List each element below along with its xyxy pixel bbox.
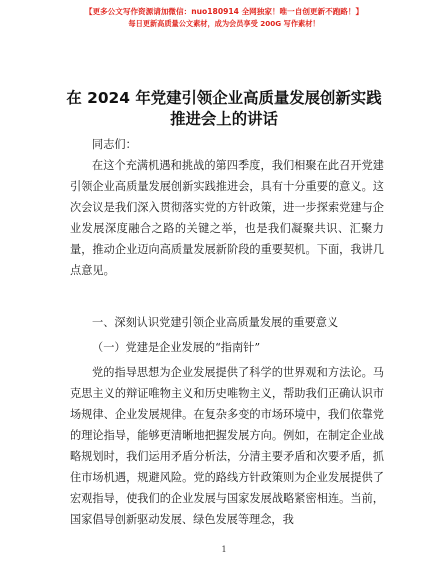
paragraph-body: 党的指导思想为企业发展提供了科学的世界观和方法论。马克思主义的辩证唯物主义和历史唯物主义，帮助我们正确认识市场规律、企业发展规律。在复杂多变的市场环境中，我们依靠党的理论指导，能够更清晰地把握发展方向。例如，在制定企业战略规划时，我们运用矛盾分析法，分清主要矛盾和次要矛盾，抓住市场机遇，规避风险。党的路线方针政策则为企业发展提供了宏观指导，使我们的企业发展与国家发展战略紧密相连。当前，国家倡导创新驱动发展、绿色发展等理念，我 [70,366,384,526]
greeting: 同志们： [92,138,137,151]
subsection-heading: （一）党建是企业发展的“指南针” [92,341,261,354]
promo-banner-line-1: 【更多公文写作资源请加微信：nuo180914 全网独家！唯一自创更新不跑路！】 [84,7,364,16]
section-heading: 一、深刻认识党建引领企业高质量发展的重要意义 [92,316,339,329]
promo-banner [0,6,448,29]
promo-banner-line-2: 每日更新高质量公文素材，成为会员享受 200G 写作素材！ [128,19,320,28]
page-number: 1 [221,545,227,554]
paragraph-intro: 在这个充满机遇和挑战的第四季度，我们相聚在此召开党建引领企业高质量发展创新实践推进会，具有十分重要的意义。这次会议是我们深入贯彻落实党的方针政策，进一步探索党建与企业发展深度融合之路的关键之举，也是我们凝聚共识、汇聚力量，推动企业迈向高质量发展新阶段的重要契机。下面，我讲几点意见。 [70,159,384,277]
document-title: 在 2024 年党建引领企业高质量发展创新实践推进会上的讲话 [66,89,382,128]
